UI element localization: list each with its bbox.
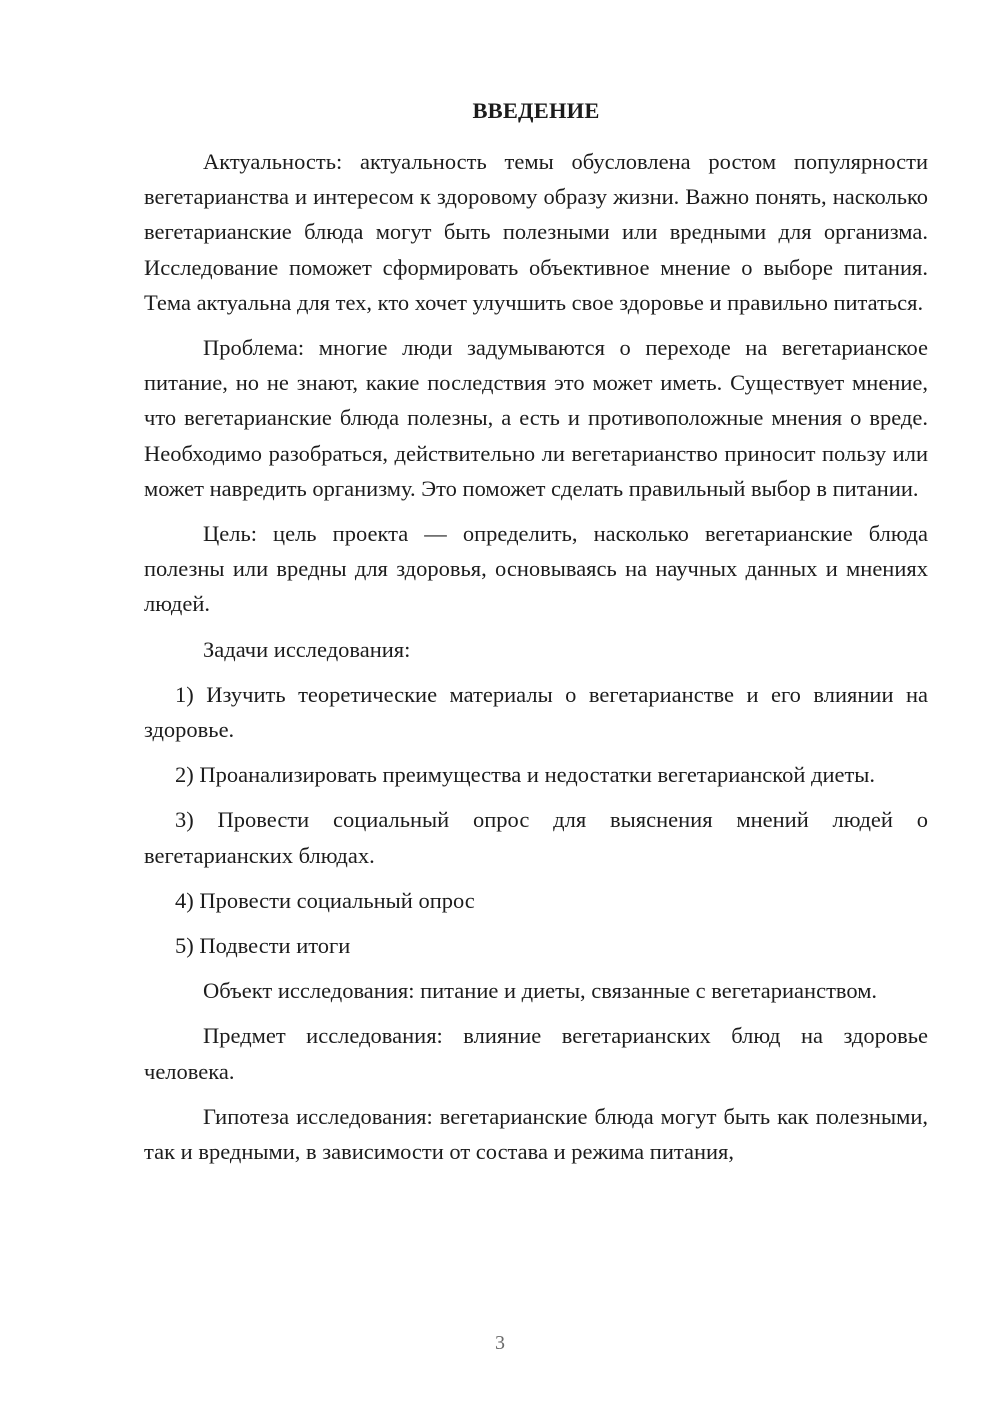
goal-paragraph: Цель: цель проекта — определить, насколько вегетарианские блюда полезны или вредны для здоровья, основываясь на научных данных и мнениях людей. (144, 521, 928, 617)
hypothesis-paragraph: Гипотеза исследования: вегетарианские блюда могут быть как полезными, так и вредными, в зависимости от состава и режима питания, (144, 1103, 928, 1165)
task-item-3: 3) Провести социальный опрос для выяснения мнений людей о вегетарианских блюдах. (144, 807, 928, 868)
task-item-5: 5) Подвести итоги (175, 933, 351, 959)
section-title: ВВЕДЕНИЕ (472, 98, 600, 123)
problem-paragraph: Проблема: многие люди задумываются о переходе на вегетарианское питание, но не знают, какие последствия это может иметь. Существует мнение, что вегетарианские блюда полезны, а есть и противоположные мнения о вреде. Необходимо разобраться, действительно ли вегетарианство приносит пользу или может навредить организму. Это поможет сделать правильный выбор в питании. (144, 335, 928, 501)
page-number: 3 (495, 1332, 505, 1354)
tasks-heading: Задачи исследования: (203, 636, 411, 662)
subject-paragraph: Предмет исследования: влияние вегетарианских блюд на здоровье человека. (144, 1023, 928, 1084)
relevance-paragraph: Актуальность: актуальность темы обусловлена ростом популярности вегетарианства и интересом к здоровому образу жизни. Важно понять, насколько вегетарианские блюда могут быть полезными или вредными для организма. Исследование поможет сформировать объективное мнение о выборе питания. Тема актуальна для тех, кто хочет улучшить свое здоровье и правильно питаться. (144, 149, 928, 315)
task-item-1: 1) Изучить теоретические материалы о вегетарианстве и его влиянии на здоровье. (144, 681, 928, 743)
task-item-4: 4) Провести социальный опрос (175, 887, 475, 913)
task-item-2: 2) Проанализировать преимущества и недостатки вегетарианской диеты. (175, 762, 876, 788)
document-page (144, 88, 928, 1179)
object-paragraph: Объект исследования: питание и диеты, связанные с вегетарианством. (203, 978, 878, 1004)
